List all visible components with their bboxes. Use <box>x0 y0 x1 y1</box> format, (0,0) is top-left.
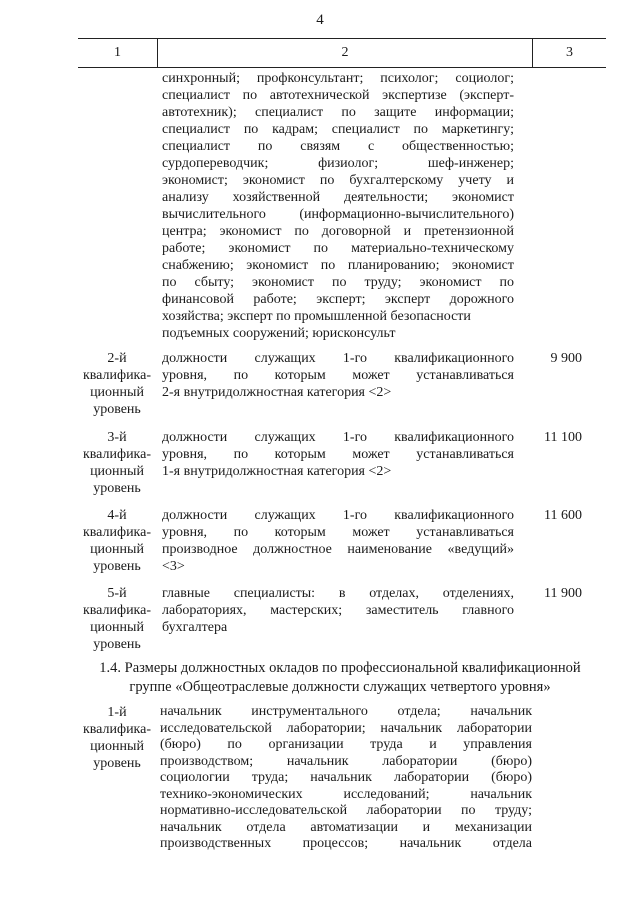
text-line: подъемных сооружений; юрисконсульт <box>162 326 396 341</box>
level-text: квалифика- <box>82 447 152 462</box>
level-text: ционный <box>90 620 144 635</box>
qualification-level <box>78 585 156 653</box>
text-line: специалист по связям с общественностью; <box>162 139 514 154</box>
text-line: нормативно-исследовательской лаборатории по труду; <box>160 803 532 818</box>
text-line: производное должностное наименование «ведущий» <box>162 542 514 557</box>
text-line: уровня, по которым может устанавливаться <box>162 368 514 383</box>
position-description <box>162 429 514 480</box>
level-text: уровень <box>93 559 141 574</box>
text-line: главные специалисты: в отделах, отделениях, <box>162 586 514 601</box>
level-text: ционный <box>90 385 144 400</box>
text-line: исследовательской лаборатории; начальник лаборатории <box>160 720 532 736</box>
text-line: уровня, по которым может устанавливаться <box>162 525 514 540</box>
qualification-level <box>78 507 156 575</box>
text-line: должности служащих 1-го квалификационного <box>162 351 514 366</box>
level-text: 3-й <box>107 430 127 445</box>
section-heading-line: 1.4. Размеры должностных окладов по профессиональной квалификационной <box>99 660 581 676</box>
text-line: специалист по автотехнической экспертизе (эксперт- <box>162 88 514 103</box>
section-heading <box>70 659 610 697</box>
text-line: технико-экономических исследований; начальник <box>160 786 532 802</box>
level-text: квалифика- <box>82 722 152 737</box>
level-text: квалифика- <box>82 368 152 383</box>
level-text: ционный <box>90 464 144 479</box>
text-line: лабораториях, мастерских; заместитель главного <box>162 603 514 618</box>
section-heading-line: группе «Общеотраслевые должности служащих четвертого уровня» <box>129 679 551 695</box>
page-number: 4 <box>316 12 324 28</box>
level-text: квалифика- <box>82 525 152 540</box>
text-line: 1-я внутридолжностная категория <2> <box>162 464 392 479</box>
qualification-level <box>78 704 156 772</box>
level-text: 2-й <box>107 351 127 366</box>
text-line: начальник инструментального отдела; начальник <box>160 704 532 719</box>
text-line: производством; начальник лаборатории (бюро) <box>160 753 532 769</box>
salary-amount: 9 900 <box>550 351 582 366</box>
table-header-col-3: 3 <box>566 45 573 60</box>
qualification-level <box>78 429 156 497</box>
level-text: 1-й <box>107 705 127 720</box>
level-text: 4-й <box>107 508 127 523</box>
text-line: бухгалтера <box>162 620 228 635</box>
text-line: 2-я внутридолжностная категория <2> <box>162 385 392 400</box>
text-line: специалист по кадрам; специалист по маркетингу; <box>162 122 514 137</box>
qualification-level <box>78 350 156 418</box>
table-header-col-1: 1 <box>114 45 121 60</box>
position-description <box>160 704 532 853</box>
text-line: автотехник); специалист по защите информации; <box>162 105 514 120</box>
text-line: снабжению; экономист по планированию; экономист <box>162 258 514 273</box>
text-line: экономист; экономист по бухгалтерскому учету и <box>162 173 514 188</box>
position-description <box>162 350 514 401</box>
salary-amount: 11 900 <box>544 586 582 601</box>
text-line: финансовой работе; эксперт; эксперт дорожного <box>162 292 514 307</box>
text-line: по сбыту; экономист по труду; экономист по <box>162 275 514 290</box>
continued-description <box>162 70 514 342</box>
text-line: сурдопереводчик; физиолог; шеф-инженер; <box>162 156 514 171</box>
text-line: социологии труда; начальник лаборатории (бюро) <box>160 770 532 785</box>
text-line: начальник отдела автоматизации и механизации <box>160 819 532 835</box>
text-line: вычислительного (информационно-вычислительного) <box>162 207 514 222</box>
level-text: уровень <box>93 637 141 652</box>
position-description <box>162 585 514 636</box>
text-line: хозяйства; эксперт по промышленной безопасности <box>162 309 471 324</box>
level-text: уровень <box>93 481 141 496</box>
text-line: работе; экономист по материально-техническому <box>162 241 514 256</box>
salary-amount: 11 600 <box>544 508 582 523</box>
position-description <box>162 507 514 575</box>
text-line: центра; экономист по договорной и претензионной <box>162 224 514 239</box>
text-line: синхронный; профконсультант; психолог; социолог; <box>162 71 514 86</box>
salary-amount: 11 100 <box>544 430 582 445</box>
level-text: уровень <box>93 756 141 771</box>
level-text: квалифика- <box>82 603 152 618</box>
text-line: уровня, по которым может устанавливаться <box>162 447 514 462</box>
table-header-col-2: 2 <box>341 45 349 60</box>
level-text: ционный <box>90 739 144 754</box>
level-text: 5-й <box>107 586 127 601</box>
text-line: производственных процессов; начальник отдела <box>160 836 532 851</box>
text-line: должности служащих 1-го квалификационного <box>162 430 514 445</box>
text-line: должности служащих 1-го квалификационного <box>162 508 514 523</box>
level-text: ционный <box>90 542 144 557</box>
level-text: уровень <box>93 402 141 417</box>
table-header <box>78 38 606 68</box>
text-line: анализу хозяйственной деятельности; экономист <box>162 190 514 205</box>
text-line: <3> <box>162 559 185 574</box>
text-line: (бюро) по организации труда и управления <box>160 737 532 752</box>
